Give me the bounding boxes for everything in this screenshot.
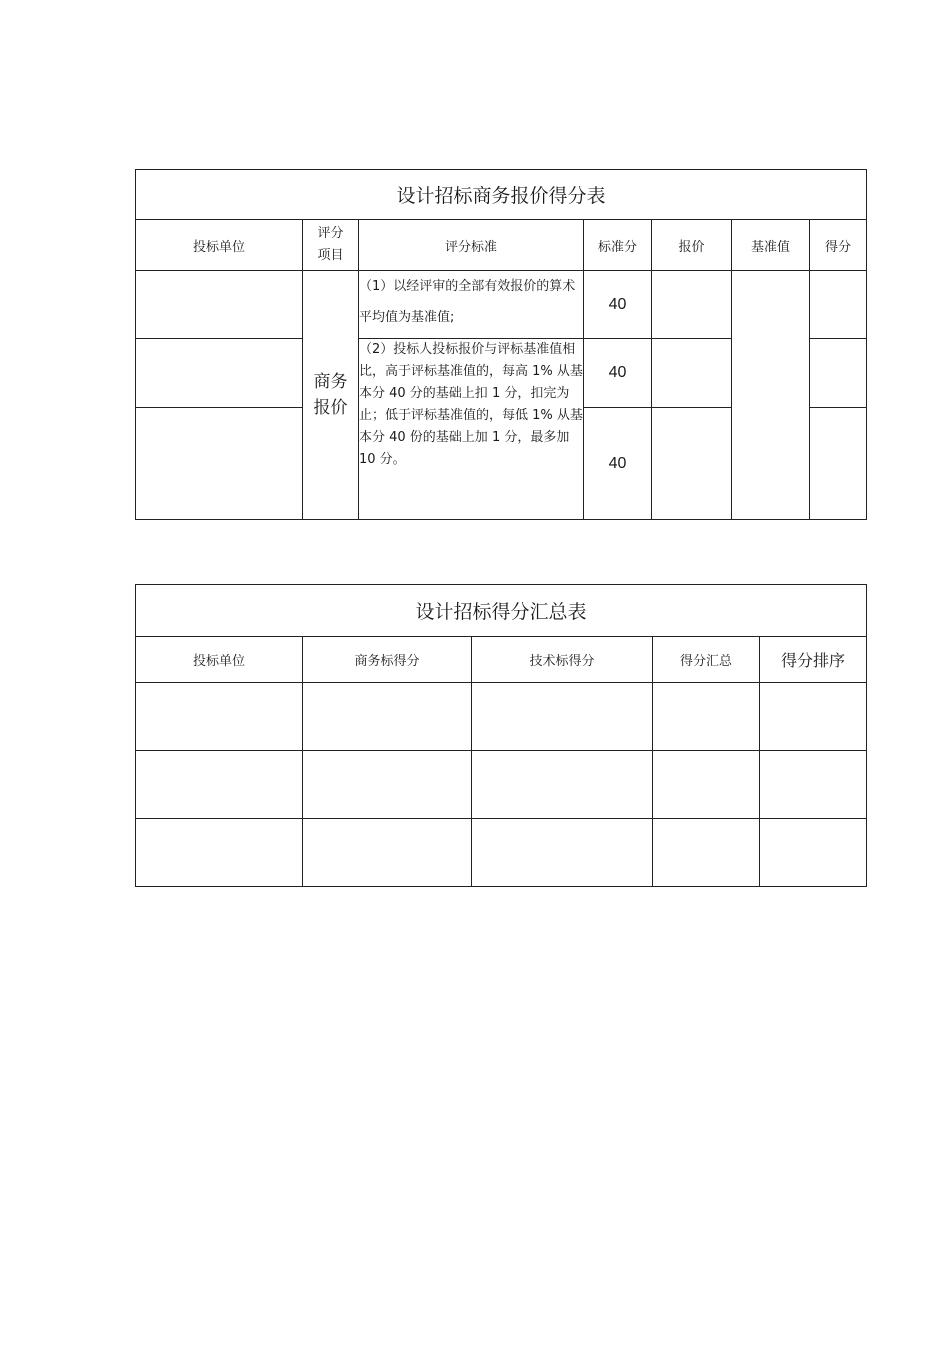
summary-rank-cell[interactable]	[760, 819, 867, 887]
summary-row	[136, 819, 867, 887]
bid-score-summary-table	[135, 584, 867, 887]
item-cell: 商务报价	[303, 271, 359, 520]
summary-total-cell[interactable]	[653, 751, 760, 819]
criteria-2: （2）投标人投标报价与评标基准值相比，高于评标基准值的，每高 1% 从基本分 40 分的基础上扣 1 分，扣完为止；低于评标基准值的，每低 1% 从基本分 40 份的基础上加 1 分，最多加 10 分。	[359, 339, 584, 520]
summary-business-cell[interactable]	[303, 819, 472, 887]
summary-row	[136, 751, 867, 819]
bidder-cell-3[interactable]	[136, 408, 303, 520]
summary-row	[136, 683, 867, 751]
quote-cell-2[interactable]	[652, 339, 732, 408]
summary-bidder-cell[interactable]	[136, 819, 303, 887]
standard-score-2: 40	[584, 339, 652, 408]
score-cell-1[interactable]	[810, 271, 867, 339]
summary-total-cell[interactable]	[653, 683, 760, 751]
header-item: 评分项目	[303, 220, 359, 271]
base-value-cell[interactable]	[732, 271, 810, 520]
bidder-cell-2[interactable]	[136, 339, 303, 408]
header-quote: 报价	[652, 220, 732, 271]
score-cell-2[interactable]	[810, 339, 867, 408]
summary-bidder-cell[interactable]	[136, 751, 303, 819]
business-quote-score-table	[135, 169, 867, 520]
quote-cell-3[interactable]	[652, 408, 732, 520]
summary-header-bidder: 投标单位	[136, 637, 303, 683]
quote-cell-1[interactable]	[652, 271, 732, 339]
header-base-value: 基准值	[732, 220, 810, 271]
summary-header-total: 得分汇总	[653, 637, 760, 683]
summary-total-cell[interactable]	[653, 819, 760, 887]
header-score: 得分	[810, 220, 867, 271]
score-cell-3[interactable]	[810, 408, 867, 520]
standard-score-3: 40	[584, 408, 652, 520]
summary-technical-cell[interactable]	[472, 751, 653, 819]
summary-bidder-cell[interactable]	[136, 683, 303, 751]
table2-title: 设计招标得分汇总表	[136, 585, 867, 637]
summary-business-cell[interactable]	[303, 751, 472, 819]
summary-header-rank: 得分排序	[760, 637, 867, 683]
header-standard-score: 标准分	[584, 220, 652, 271]
summary-technical-cell[interactable]	[472, 819, 653, 887]
summary-header-business: 商务标得分	[303, 637, 472, 683]
table1-title: 设计招标商务报价得分表	[136, 170, 867, 220]
header-criteria: 评分标准	[359, 220, 584, 271]
summary-technical-cell[interactable]	[472, 683, 653, 751]
summary-business-cell[interactable]	[303, 683, 472, 751]
header-bidder: 投标单位	[136, 220, 303, 271]
summary-rank-cell[interactable]	[760, 683, 867, 751]
summary-header-technical: 技术标得分	[472, 637, 653, 683]
standard-score-1: 40	[584, 271, 652, 339]
criteria-1: （1）以经评审的全部有效报价的算术平均值为基准值;	[359, 271, 584, 339]
summary-rank-cell[interactable]	[760, 751, 867, 819]
bidder-cell-1[interactable]	[136, 271, 303, 339]
